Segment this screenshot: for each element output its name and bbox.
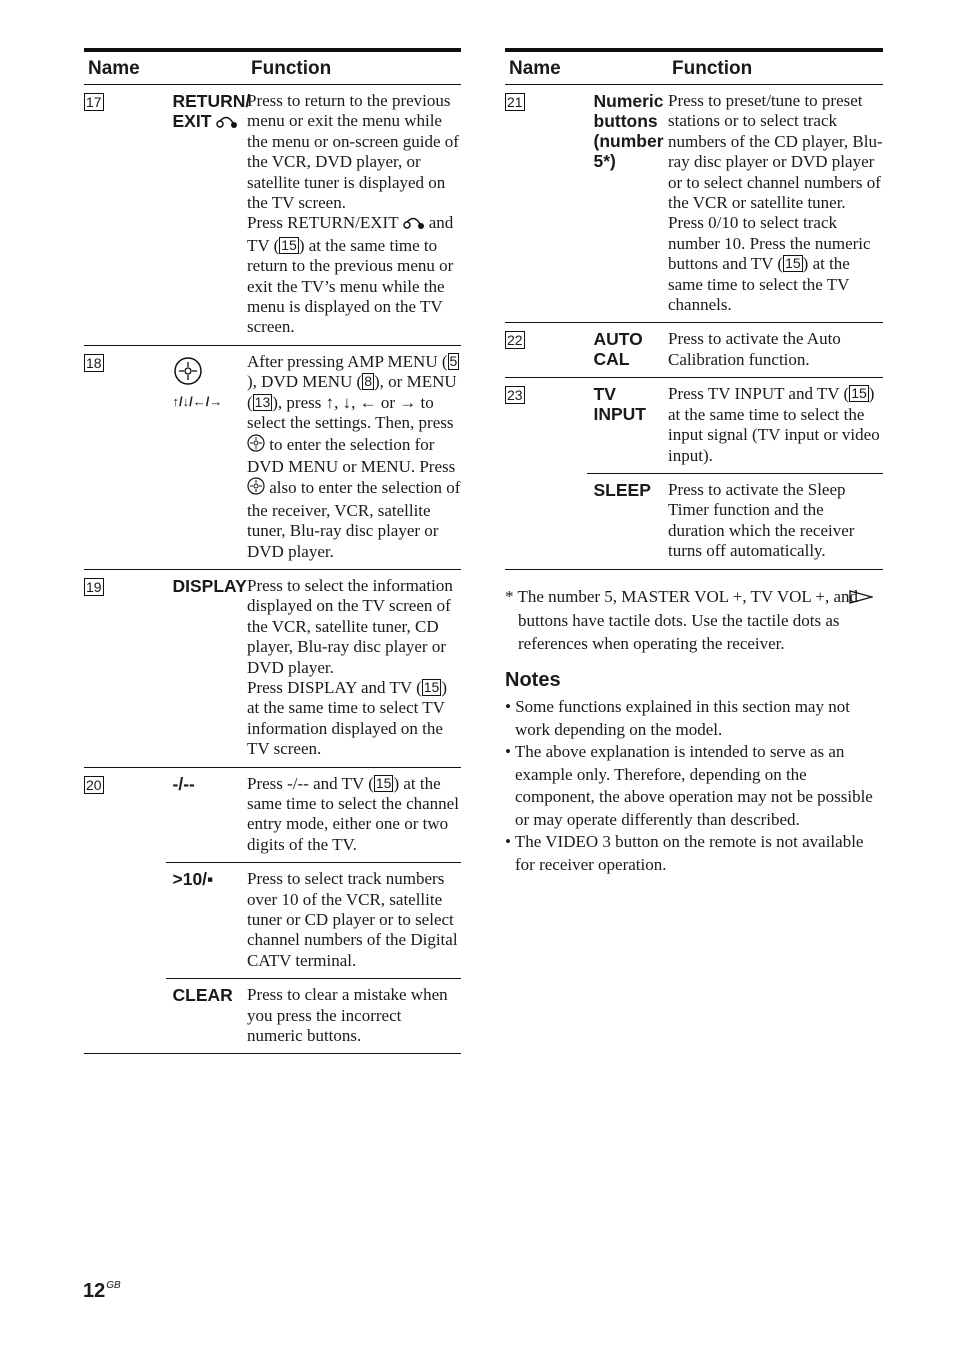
ref-number: 15 bbox=[785, 255, 801, 272]
ref-number: 5 bbox=[449, 352, 458, 369]
left-column bbox=[84, 48, 461, 1054]
item-function: Press to activate the Sleep Timer function and the duration which the receiver turns off automatically. bbox=[668, 473, 883, 569]
notes-list bbox=[505, 696, 883, 876]
enter-button-icon bbox=[247, 434, 265, 457]
table-header-row bbox=[505, 50, 883, 85]
name-header: Name bbox=[84, 50, 247, 85]
function-header: Function bbox=[668, 50, 883, 85]
item-name: Numeric buttons (number 5*) bbox=[587, 85, 669, 323]
table-row bbox=[84, 85, 461, 346]
item-function: Press to preset/tune to preset stations or to select track numbers of the CD player, Blu-ray disc player or DVD player or to select channel numbers of the VCR or satellite tuner. Press 0/10 to select track number 10. Press the numeric buttons and TV ( 15 ) at the same time to select the TV channels. bbox=[668, 85, 883, 323]
item-name: AUTO CAL bbox=[587, 323, 669, 378]
function-header: Function bbox=[247, 50, 461, 85]
item-number: 18 bbox=[86, 354, 102, 371]
item-function: Press -/-- and TV ( 15 ) at the same time to select the channel entry mode, either one or two digits of the TV. bbox=[247, 767, 461, 863]
item-number: 19 bbox=[86, 578, 102, 595]
footnote: * The number 5, MASTER VOL +, TV VOL +, and buttons have tactile dots. Use the tactile dots as references when operating the receiver. bbox=[505, 586, 883, 656]
table-row bbox=[505, 378, 883, 474]
item-name: TV INPUT bbox=[587, 378, 669, 474]
right-function-table bbox=[505, 48, 883, 570]
table-row bbox=[505, 85, 883, 323]
item-name: CLEAR bbox=[166, 979, 248, 1054]
item-name: RETURN/ EXIT bbox=[166, 85, 248, 346]
item-name: DISPLAY bbox=[166, 569, 248, 767]
item-function: Press to return to the previous menu or exit the menu while the menu or on-screen guide of the VCR, DVD player, or satellite tuner is displayed on the TV screen. Press RETURN/EXIT and TV ( 15 ) at the same time to return to the previous menu or exit the TV’s menu while the menu is displayed on the TV screen. bbox=[247, 85, 461, 346]
table-header-row bbox=[84, 50, 461, 85]
right-column bbox=[505, 48, 883, 876]
ref-number: 15 bbox=[851, 385, 867, 402]
play-button-icon bbox=[862, 588, 873, 611]
name-header: Name bbox=[505, 50, 668, 85]
list-item: • Some functions explained in this section may not work depending on the model. bbox=[505, 697, 850, 739]
ref-number: 15 bbox=[375, 774, 392, 791]
list-item: • The above explanation is intended to serve as an example only. Therefore, depending on the component, the above operation may not be possible or may operate differently than described. bbox=[505, 742, 873, 829]
item-function: Press to select track numbers over 10 of the VCR, satellite tuner or CD player or to select channel numbers of the Digital CATV terminal. bbox=[247, 863, 461, 979]
return-exit-icon bbox=[216, 113, 238, 133]
return-exit-icon bbox=[403, 215, 425, 235]
table-row bbox=[505, 323, 883, 378]
list-item: • The VIDEO 3 button on the remote is not available for receiver operation. bbox=[505, 832, 864, 874]
item-function: Press to activate the Auto Calibration function. bbox=[668, 323, 883, 378]
ref-number: 15 bbox=[281, 236, 297, 253]
table-row bbox=[84, 345, 461, 569]
item-function: After pressing AMP MENU ( 5), DVD MENU ( 8 ), or MENU ( 13 ), press ↑, ↓, ← or → to select the settings. Then, press to enter the selection for DVD MENU or MENU. Press also to enter the selection of the receiver, VCR, satellite tuner, Blu-ray disc player or DVD player. bbox=[247, 345, 461, 569]
language-suffix: GB bbox=[106, 1280, 121, 1291]
item-number: 23 bbox=[507, 387, 523, 404]
ref-number: 8 bbox=[364, 373, 373, 390]
item-name: SLEEP bbox=[587, 473, 669, 569]
item-number: 17 bbox=[86, 94, 102, 110]
table-row bbox=[84, 767, 461, 863]
item-number: 21 bbox=[507, 94, 523, 110]
item-function: Press to clear a mistake when you press the incorrect numeric buttons. bbox=[247, 979, 461, 1054]
item-function: Press TV INPUT and TV ( 15 ) at the same time to select the input signal (TV input or video input). bbox=[668, 378, 883, 474]
item-name: -/-- bbox=[166, 767, 248, 863]
enter-button-icon bbox=[173, 356, 203, 390]
item-name bbox=[166, 345, 248, 569]
item-number: 20 bbox=[86, 776, 102, 793]
arrow-keys-label: ↑/↓/←/→ bbox=[172, 393, 223, 409]
left-function-table bbox=[84, 48, 461, 1054]
page-number: $12^{GB}$ bbox=[83, 1280, 121, 1302]
item-number: 22 bbox=[507, 332, 523, 349]
table-row bbox=[84, 569, 461, 767]
ref-number: 15 bbox=[423, 678, 440, 695]
ref-number: 13 bbox=[254, 393, 271, 410]
notes-heading: Notes bbox=[505, 669, 561, 692]
enter-button-icon bbox=[247, 477, 265, 500]
item-name: >10/▪ bbox=[166, 863, 248, 979]
item-function: Press to select the information displayed on the TV screen of the VCR, satellite tuner, CD player, Blu-ray disc player or DVD player. Press DISPLAY and TV ( 15 ) at the same time to select TV information displayed on the TV screen. bbox=[247, 569, 461, 767]
